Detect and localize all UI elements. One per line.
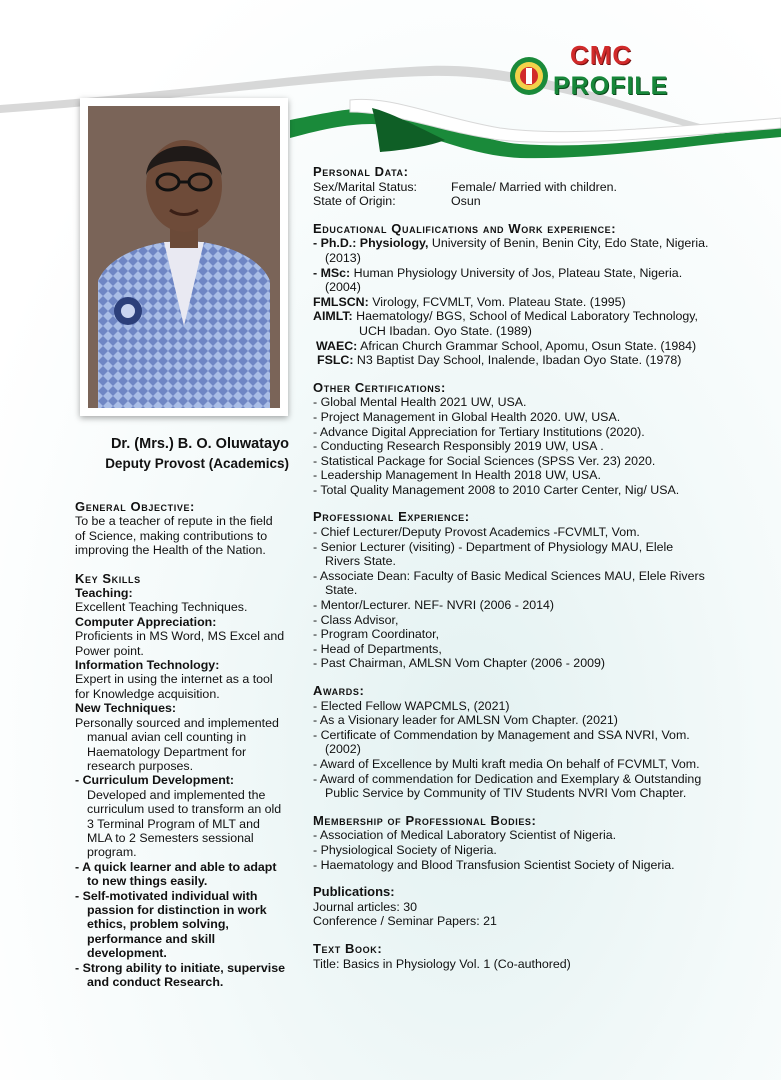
award-item: (2002) [325,742,361,757]
textbook-text: Title: Basics in Physiology Vol. 1 (Co-authored) [313,956,571,971]
phd-text: University of Benin, Benin City, Edo State, Nigeria. [428,236,709,251]
msc-year: (2004) [325,280,361,295]
personal-key: State of Origin: [313,194,396,209]
key-skills-heading: Key Skills [75,570,141,586]
aimlt-label: AIMLT: [313,309,353,324]
experience-item: - Class Advisor, [313,612,399,627]
fslc-text: N3 Baptist Day School, Inalende, Ibadan Oyo State. (1978) [353,353,682,368]
aimlt-text: UCH Ibadan. Oyo State. (1989) [359,323,532,338]
membership-item: - Physiological Society of Nigeria. [313,842,497,857]
experience-item: State. [325,583,358,598]
experience-heading: Professional Experience: [313,509,470,525]
experience-item: - Senior Lecturer (visiting) - Department of Physiology MAU, Elele [313,539,674,554]
experience-item: - Head of Departments, [313,641,442,656]
waec-label: WAEC: [316,338,358,353]
awards-heading: Awards: [313,683,365,698]
skill-bullet: performance and skill [87,931,216,946]
curriculum-text: curriculum used to transform an old [87,802,282,817]
skill-bullet: - A quick learner and able to adapt [75,859,277,874]
new-tech-text: Haematology Department for [87,744,247,759]
certifications-heading: Other Certifications: [313,379,446,395]
award-item: - Award of commendation for Dedication and Exemplary & Outstanding [313,771,702,786]
new-tech-text: research purposes. [87,758,194,773]
personal-value: Osun [451,194,481,209]
curriculum-text: MLA to 2 Semesters sessional [87,830,254,845]
curriculum-text: program. [87,845,137,860]
certification-item: - Statistical Package for Social Sciences (SPSS Ver. 23) 2020. [313,453,656,468]
computer-label: Computer Appreciation: [75,614,217,629]
msc-text: Human Physiology University of Jos, Plateau State, Nigeria. [350,265,683,280]
curriculum-text: Developed and implemented the [87,787,266,802]
header-title-cmc: CMC [570,40,633,70]
certification-item: - Global Mental Health 2021 UW, USA. [313,395,527,410]
it-text: for Knowledge acquisition. [75,686,220,701]
phd-label: - Ph.D.: Physiology, [313,236,429,251]
it-text: Expert in using the internet as a tool [75,672,273,687]
experience-item: Rivers State. [325,554,396,569]
skill-bullet: development. [87,946,167,961]
general-objective-heading: General Objective: [75,499,195,514]
curriculum-label: - Curriculum Development: [75,773,235,788]
personal-data-heading: Personal Data: [313,164,409,179]
msc-label: - MSc: [313,265,351,280]
award-item: - Award of Excellence by Multi kraft media On behalf of FCVMLT, Vom. [313,756,700,771]
person-role: Deputy Provost (Academics) [105,456,289,471]
personal-value: Female/ Married with children. [451,179,617,194]
computer-text: Proficients in MS Word, MS Excel and [75,629,285,644]
skill-bullet: to new things easily. [87,874,208,889]
award-item: - Certificate of Commendation by Management and SSA NVRI, Vom. [313,727,690,742]
certification-item: - Advance Digital Appreciation for Tertiary Institutions (2020). [313,424,645,439]
person-name: Dr. (Mrs.) B. O. Oluwatayo [110,436,289,452]
membership-heading: Membership of Professional Bodies: [313,812,537,828]
portrait-frame [80,98,288,416]
publication-item: Conference / Seminar Papers: 21 [313,914,497,929]
phd-year: (2013) [325,250,361,265]
skill-bullet: - Strong ability to initiate, supervise [75,960,285,975]
skill-bullet: passion for distinction in work [87,902,267,917]
computer-text: Power point. [75,643,144,658]
fmlscn-label: FMLSCN: [313,294,369,309]
new-tech-text: manual avian cell counting in [87,730,247,745]
skill-bullet: - Self-motivated individual with [75,888,258,903]
aimlt-text: Haematology/ BGS, School of Medical Laboratory Technology, [352,309,698,324]
membership-item: - Association of Medical Laboratory Scientist of Nigeria. [313,828,617,843]
certification-item: - Conducting Research Responsibly 2019 UW, USA . [313,439,604,454]
publication-item: Journal articles: 30 [313,899,417,914]
general-objective-line: of Science, making contributions to [75,528,268,543]
skill-bullet: and conduct Research. [87,975,224,989]
curriculum-text: 3 Terminal Program of MLT and [87,816,260,831]
general-objective-line: To be a teacher of repute in the field [75,514,273,529]
experience-item: - Program Coordinator, [313,627,440,642]
experience-item: - Mentor/Lecturer. NEF- NVRI (2006 - 2014) [313,598,555,613]
new-tech-text: Personally sourced and implemented [75,715,279,730]
left-column [75,490,300,989]
portrait-photo [88,106,280,408]
textbook-heading: Text Book: [313,940,383,956]
award-item: Public Service by Community of TIV Students NVRI Vom Chapter. [325,786,687,801]
publications-heading: Publications: [313,884,395,900]
personal-key: Sex/Marital Status: [313,179,417,194]
new-tech-label: New Techniques: [75,701,176,716]
certification-item: - Project Management in Global Health 2020. UW, USA. [313,409,621,424]
teaching-text: Excellent Teaching Techniques. [75,600,248,615]
right-column [313,165,763,971]
experience-item: - Associate Dean: Faculty of Basic Medical Sciences MAU, Elele Rivers [313,568,705,583]
teaching-label: Teaching: [75,586,133,601]
award-item: - Elected Fellow WAPCMLS, (2021) [313,698,510,713]
award-item: - As a Visionary leader for AMLSN Vom Chapter. (2021) [313,713,618,728]
waec-text: African Church Grammar School, Apomu, Osun State. (1984) [357,338,697,353]
education-heading: Educational Qualifications and Work experience: [313,220,617,236]
general-objective-line: improving the Health of the Nation. [75,543,266,558]
skill-bullet: ethics, problem solving, [87,917,229,932]
certification-item: - Total Quality Management 2008 to 2010 Carter Center, Nig/ USA. [313,482,680,497]
experience-item: - Chief Lecturer/Deputy Provost Academics -FCVMLT, Vom. [313,525,640,540]
it-label: Information Technology: [75,658,220,673]
fmlscn-text: Virology, FCVMLT, Vom. Plateau State. (1995) [368,294,626,309]
college-logo-icon [508,55,550,97]
header-title-profile: PROFILE [553,72,669,100]
fslc-label: FSLC: [317,353,354,368]
membership-item: - Haematology and Blood Transfusion Scientist Society of Nigeria. [313,857,675,872]
certification-item: - Leadership Management In Health 2018 UW, USA. [313,468,601,483]
experience-item: - Past Chairman, AMLSN Vom Chapter (2006 - 2009) [313,656,606,671]
